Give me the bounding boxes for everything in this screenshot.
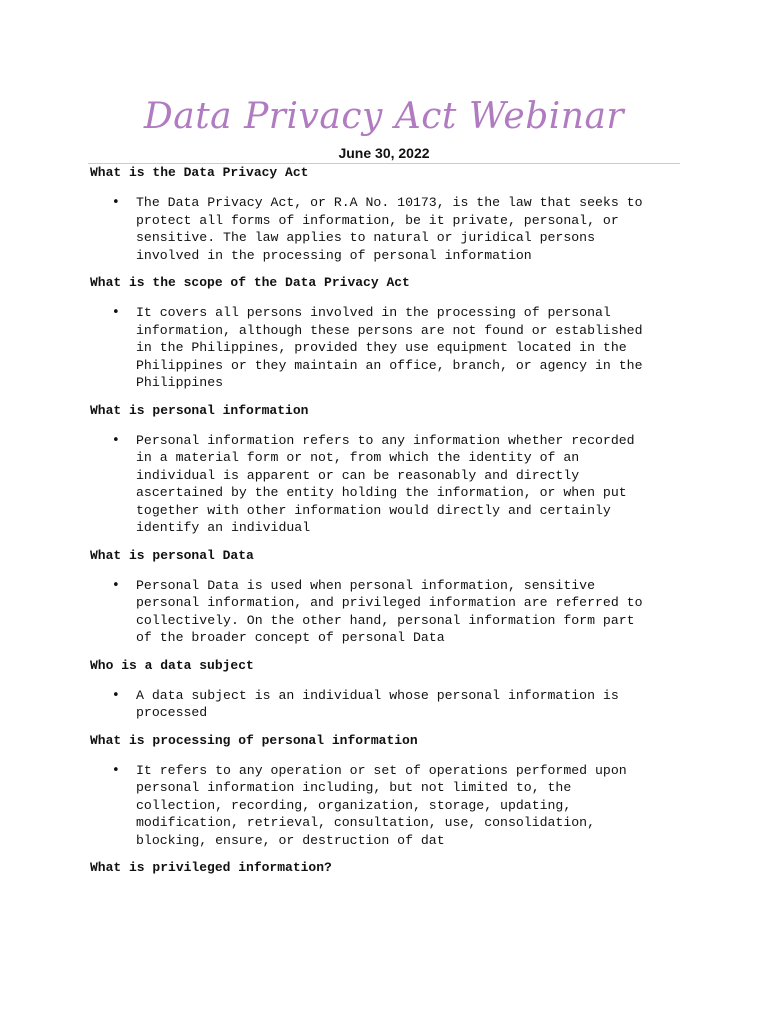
- answer-text-line: together with other information would directly and certainly: [136, 502, 611, 518]
- document-title: Data Privacy Act Webinar: [143, 96, 625, 137]
- answer-text-line: It refers to any operation or set of operations performed upon: [136, 762, 627, 778]
- answer-list: [90, 577, 680, 647]
- answer-text-line: collection, recording, organization, storage, updating,: [136, 797, 572, 813]
- answer-text-line: Personal Data is used when personal information, sensitive: [136, 577, 595, 593]
- section-question: Who is a data subject: [90, 657, 254, 673]
- bullet-icon: •: [112, 687, 120, 703]
- answer-text-line: A data subject is an individual whose personal information is: [136, 687, 619, 703]
- bullet-icon: •: [112, 577, 120, 593]
- answer-text-line: Philippines or they maintain an office, branch, or agency in the: [136, 357, 643, 373]
- bullet-icon: •: [112, 762, 120, 778]
- section-question: What is privileged information?: [90, 860, 332, 875]
- answer-text-line: of the broader concept of personal Data: [136, 630, 445, 645]
- answer-text-line: involved in the processing of personal information: [136, 247, 532, 263]
- answer-text-line: modification, retrieval, consultation, use, consolidation,: [136, 815, 595, 830]
- answer-text-line: Philippines: [136, 375, 224, 390]
- answer-text-line: in a material form or not, from which the identity of an: [136, 450, 580, 465]
- answer-text-line: personal information including, but not limited to, the: [136, 780, 572, 795]
- answer-list-item: [90, 432, 680, 537]
- answer-text-line: The Data Privacy Act, or R.A No. 10173, is the law that seeks to: [136, 195, 643, 210]
- answer-list: [90, 762, 680, 850]
- document-body: [90, 164, 680, 876]
- answer-text-line: collectively. On the other hand, personal information form part: [136, 612, 635, 628]
- answer-text-line: identify an individual: [136, 520, 311, 535]
- answer-list-item: [90, 687, 680, 722]
- section-question: What is personal Data: [90, 547, 254, 563]
- answer-list-item: [90, 304, 680, 392]
- section-question: What is the scope of the Data Privacy Act: [90, 275, 410, 290]
- answer-text-line: blocking, ensure, or destruction of dat: [136, 832, 445, 848]
- answer-list-item: [90, 577, 680, 647]
- answer-list: [90, 304, 680, 392]
- answer-text-line: sensitive. The law applies to natural or juridical persons: [136, 230, 595, 245]
- answer-text-line: protect all forms of information, be it private, personal, or: [136, 212, 619, 228]
- section-question: What is the Data Privacy Act: [90, 165, 309, 180]
- answer-text-line: Personal information refers to any information whether recorded: [136, 432, 635, 448]
- bullet-icon: •: [112, 432, 120, 448]
- answer-list-item: [90, 194, 680, 264]
- answer-text-line: individual is apparent or can be reasonably and directly: [136, 467, 580, 483]
- bullet-icon: •: [112, 305, 120, 320]
- answer-list: [90, 687, 680, 722]
- section-question: What is personal information: [90, 402, 309, 418]
- answer-text-line: personal information, and privileged information are referred to: [136, 595, 643, 610]
- section-question: What is processing of personal information: [90, 732, 418, 748]
- answer-list-item: [90, 762, 680, 850]
- answer-list: [90, 194, 680, 264]
- answer-text-line: processed: [136, 705, 208, 720]
- document-date: June 30, 2022: [338, 145, 430, 161]
- answer-text-line: ascertained by the entity holding the information, or when put: [136, 485, 627, 500]
- answer-text-line: It covers all persons involved in the processing of personal: [136, 305, 611, 320]
- bullet-icon: •: [112, 195, 120, 210]
- answer-text-line: information, although these persons are not found or established: [136, 322, 643, 338]
- answer-list: [90, 432, 680, 537]
- answer-text-line: in the Philippines, provided they use equipment located in the: [136, 340, 627, 355]
